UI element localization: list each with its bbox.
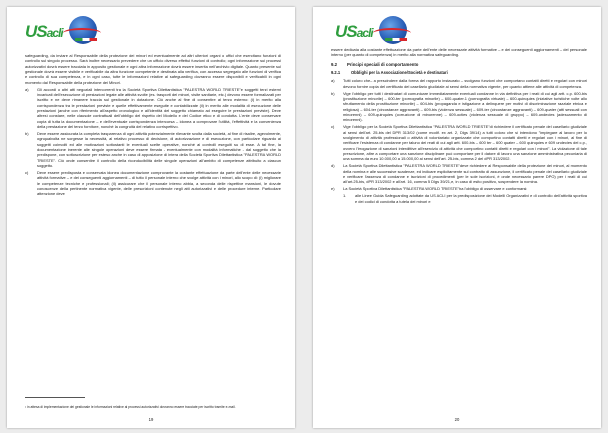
- list-text: Deve essere assicurata la completa trasparenza di ogni attività potenzialmente rilevante svolta dalla società, al fine di risalire, agevolmente, ognqualvolta ne sorgesse la necessità, al relativo processo di decisione, di autorizzazione e di esecuzione, con particolare riguardo ai soggetti coinvolti ed alle motivazioni sottostanti le eventuali scelte operative, nonché ai controlli eseguiti su di esse. A tal fine, la documentazione inerente alle singole operazioni deve essere firmata - eventualmente con modalità informatiche - dal soggetto che la predispone, con sottoscrizione per esteso anche in caso di apposizione di intera della Società Sportiva Dilettantistica "PALESTRA WORLD TRIESTE". Ciò onde consentire il controllo della riconducibilità delle singole operazioni all'ambito di competenze attribuito a ciascun soggetto.: [37, 131, 281, 169]
- list-item: [331, 78, 587, 89]
- intro-paragraph: essere dedicata alla costante effettuazione da parte dell'ente delle necessarie attività formative – e dei conseguenti aggiornamenti – del personale interno (per quanto di competenza) in merito alla normativa safeguarding.: [331, 47, 587, 58]
- list-text: Vige l'obbligo per tutti i destinatari di comunicare immediatamente eventuali condanne in via definitiva per i reati di cui agli artt. c.p. 600-bis (prostituzione minorile) – 600-ter (pornografia minorile) – 600-quater.1 (pornografia virtuale) – 600-quinquies (iniziative turistiche volte allo sfruttamento della prostituzione minorile) – 604-bis (propaganda e istigazione a delinquere per motivi di discriminazione razziale etnica e religiosa) – 604-ter (circostanze aggravanti) – 609-bis (violenza sessuale) – 609-ter (circostanze aggravanti) – 609-quater (atti sessuali con minorenni) – 609-quinquies (corruzione di minorenne) – 609-octies (violenza sessuale di gruppo) – 609-undecies (adescamento di minorenni).: [343, 90, 587, 123]
- page-number: 19: [148, 417, 154, 422]
- list-item: [331, 91, 587, 123]
- list-label: b): [331, 90, 335, 96]
- sub-list-label: 1.: [343, 193, 347, 199]
- list-item: [25, 170, 281, 197]
- logo-wordmark: USacli: [25, 22, 63, 41]
- page-body: [25, 53, 281, 406]
- list-label: b): [25, 131, 29, 136]
- usacli-logo: [25, 16, 101, 46]
- list-label: a): [331, 78, 335, 84]
- intro-paragraph: safeguarding, da inviare al Responsabile della protezione dei minori ed eventualmente ad altri ulteriori organi o uffici che esercitano funzioni di controllo sul singolo processo. Sarà inoltre necessario prevedere che un ufficio diverso effettui funzioni di controllo; ogni informazione sui processi autorizzativi dovrà essere tracciata in apposito gestionale e ogni altra informazione dovrà essere inserita nell'archivio digitale. Quanto presente sul gestionale dovrà essere visibile e verificabile da altra funzione competente e destinata alla verifica, con accesso segregato alle funzioni di verifica e controllo di sua competenza, e in ogni caso, tutte le informazioni relative al safeguarding dovranno essere disponibili e verificabili in ogni momento dal Responsabile della protezione dei Minori.: [25, 53, 281, 85]
- sub-list-text: alle Linee Guida Safeguarding adottate da US ACLI per la predisposizione dei Modelli Organizzativi e di controllo dell'attività sportiva e dei codici di condotta a tutela dei minori e: [355, 193, 587, 204]
- subsection-title: Obblighi per la Associazione/Società e destinatari: [351, 70, 448, 76]
- list-label: c): [331, 124, 335, 130]
- list-text: La Società Sportiva Dilettantistica "PALESTRA WORLD TRIESTE"ha l'obbligo di osservare e conformarsi:: [343, 186, 528, 192]
- document-page-right: [313, 7, 601, 428]
- list-text: Gli accordi o altri atti negoziali intercorrenti tra la Società Sportiva Dilettantistica "PALESTRA WORLD TRIESTE"e soggetti terzi esterni incaricati dell'esecuzione di prestazioni legate alle attività svolte (es. trasporti dei minori, visite sanitarie, etc.) devono essere formalizzati per iscritto e ne deve rimanere traccia sul gestionale in dotazione. Ciò anche al fine di consentire al terzo esterno: (i) in merito alla corrispondenza tra le prestazioni previste e quelle effettivamente eseguite e contabilizzate (ii) in merito alle modalità di esecuzione delle prestazioni (anche con riferimento all'aspetto cronologico e all'identità del soggetto chiamato ad eseguire le prestazioni previste). Deve altresì constare, nelle clausole contrattuali dell'obbligo del rispetto del Modello e del Codice etico e di condotta. L'ente deve conservare copia di tutta la documentazione – e dell'eventuale corrispondenza intercorsa – idonea a comprovare l'utilità, l'effettività e la convenienza della prestazione del terzo fornitore, nonché la congruità del relativo corrispettivo.: [37, 86, 281, 130]
- list-text: La Società Sportiva Dilettantistica "PALESTRA WORLD TRIESTE"deve richiedere al Responsabile della protezione dei minori, al momento della nomina e alle successive scadenze, ed indicare esplicitamente sul contratto di assunzione, il certificato penale del casellario giudiziale e verificare l'assenza di condanne e iscrizioni di procedimenti (per le sole iscrizioni, è onde necessario parere DPO) per i reati di cui all'art.25-bis, dPR 313/2002 e all'art. 16, comma 5 Dlgs 39/21,e, in caso di esito positivo, sospendere la nomina.: [343, 163, 587, 185]
- list-label: d): [331, 163, 335, 169]
- section-heading: [331, 62, 587, 67]
- list-text: Vige l'obbligo per la Società Sportiva Dilettantistica "PALESTRA WORLD TRIESTE"di richiedere il certificato penale del casellario giudiziale ai sensi dell'art. 25-bis del DPR 313/02 (come modif. ex art. 2, Dlgs 39/14) a tutti coloro che si intendono "impiegare al lavoro per lo svolgimento di attività professionali o attività di volontariato organizzate che comportino contatti diretti e regolari con i minori, al fine di verificare l'esistenza di condanne per taluno dei reati di cui agli artt. 600-bis – 600 ter – 600 quater – 600 quinquies e 609 undecies del c.p., ovvero l'irrogazione di sanzioni interdittive all'esercizio di attività che comportino contatti diretti e regolari con i minori". La violazione di tale prescrizione, altre a comportare una sanzione disciplinare può comportare per il datore di lavoro una sanzione amministrativa pecuniaria di una somma da euro 10.000,00 a 15.000,00 ai sensi dell'art. 25-bis, comma 2 del dPR 313/2002.: [343, 124, 587, 162]
- list-text: Tutti coloro che– a prescindere dalla forma del rapporto instaurato – svolgano funzioni che comportano contatti diretti e regolari con minori devono fornire copia del certificato del casellario giudiziale ai sensi della normativa vigente, per quanto attiene alle attività di competenza.: [343, 78, 587, 89]
- footnote-divider: [25, 397, 85, 398]
- footnote: ¹ in attesa di implementazione dei gestionale le informazioni relative ai processi autorizzativi dovranno essere tracciate per iscritto tramite e-mail.: [25, 404, 236, 409]
- usacli-logo: [335, 16, 411, 46]
- list-label: e): [331, 186, 335, 192]
- list-item: [331, 163, 587, 184]
- page-body: [331, 47, 587, 406]
- list-item: [25, 87, 281, 130]
- subsection-number: 9.2.1: [331, 70, 341, 76]
- list-item: [25, 131, 281, 168]
- list-item: [331, 186, 587, 191]
- flag-stripe-icon: [385, 38, 407, 41]
- subsection-heading: [331, 70, 587, 75]
- sub-list-item: [343, 193, 587, 204]
- logo-wordmark: USacli: [335, 22, 373, 41]
- section-number: 9.2: [331, 61, 337, 67]
- swoosh-icon: [373, 28, 411, 38]
- list-label: a): [25, 86, 29, 92]
- flag-stripe-icon: [75, 38, 97, 41]
- list-text: Deve essere predisposta e conservata idonea documentazione comprovante la costante effettuazione da parte dell'ente delle necessarie attività formative – e dei conseguenti aggiornamenti – di tutto il personale interno che svolge attività con i minori, allo scopo di: (i) migliorare le competenze tecniche e professionali; (ii) assicurare che il personale interno abbia, a seconda delle rispettive mansioni, le dovute conoscenze della pertinente normativa vigente, delle prescrizioni contenute negli atti autorizzativi e delle procedure interne. Particolare attenzione deve: [37, 170, 281, 197]
- page-number: 20: [454, 417, 460, 422]
- swoosh-icon: [63, 28, 101, 38]
- section-title: Principi speciali di comportamento: [347, 61, 419, 67]
- document-page-left: [7, 7, 295, 428]
- list-label: c): [25, 170, 29, 175]
- list-item: [331, 124, 587, 161]
